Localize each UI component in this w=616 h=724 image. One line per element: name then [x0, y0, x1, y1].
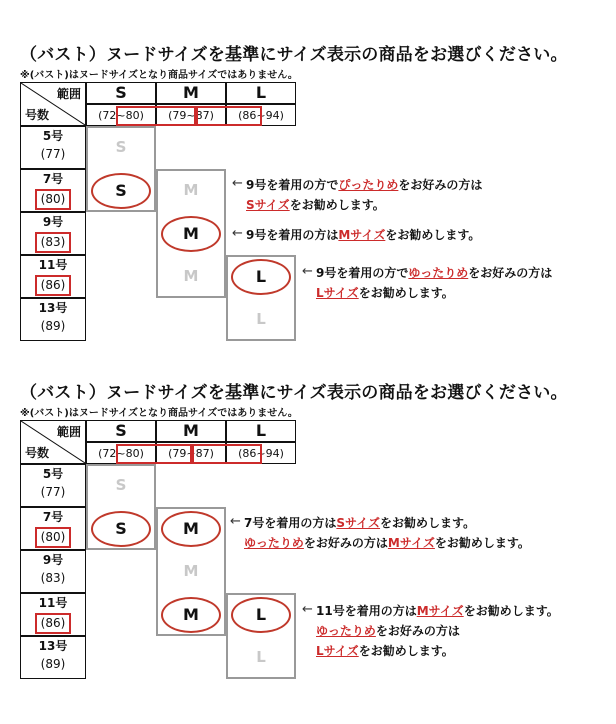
row-bust: (80)	[35, 189, 72, 210]
row-bust: (80)	[35, 527, 72, 548]
note-text: 9号を着用の方で	[246, 178, 339, 192]
arrow-icon: ←	[232, 226, 243, 241]
row-bust: (86)	[35, 275, 72, 296]
row-label-9	[20, 550, 86, 593]
size-number-label: 号数	[25, 108, 50, 122]
row-label-11	[20, 593, 86, 636]
note-text: 9号を着用の方は	[246, 228, 339, 242]
row-label-13	[20, 298, 86, 341]
row-label-9	[20, 212, 86, 255]
row-bust: (77)	[40, 485, 66, 499]
ghost-m: M	[183, 562, 199, 580]
row-number: 11号	[38, 596, 68, 610]
recommend-note-1	[244, 513, 530, 553]
recommend-circle-m: M	[161, 597, 221, 633]
row-number: 11号	[38, 258, 68, 272]
size-chart-panel-1	[0, 36, 616, 386]
note-highlight: Lサイズ	[316, 286, 359, 300]
arrow-icon: ←	[232, 176, 243, 191]
arrow-icon: ←	[302, 602, 313, 617]
note-highlight: ゆったりめ	[244, 536, 304, 550]
note-text: をお好みの方は	[468, 266, 553, 280]
recommend-note-2	[316, 601, 559, 661]
note-highlight: Sサイズ	[336, 516, 381, 530]
note-text: をお勧めします。	[385, 228, 481, 242]
row-label-13	[20, 636, 86, 679]
ghost-l: L	[256, 648, 266, 666]
note-text: をお好みの方は	[375, 624, 460, 638]
note-text: をお勧めします。	[358, 644, 454, 658]
row-label-11	[20, 255, 86, 298]
note-highlight: Mサイズ	[387, 536, 435, 550]
row-bust: (83)	[40, 571, 66, 585]
recommend-note-3	[316, 263, 552, 303]
recommend-circle-l: L	[231, 259, 291, 295]
row-label-5	[20, 126, 86, 169]
overlap-highlight-ml	[196, 106, 262, 126]
note-highlight: Lサイズ	[316, 644, 359, 658]
row-bust: (77)	[40, 147, 66, 161]
note-highlight: Mサイズ	[416, 604, 464, 618]
size-header-l: L	[226, 82, 296, 104]
row-number: 9号	[42, 553, 64, 567]
chart-title: （バスト）ヌードサイズを基準にサイズ表示の商品をお選びください。	[20, 45, 568, 65]
chart-title: （バスト）ヌードサイズを基準にサイズ表示の商品をお選びください。	[20, 383, 568, 403]
row-number: 13号	[38, 301, 68, 315]
size-header-l: L	[226, 420, 296, 442]
row-number: 9号	[42, 215, 64, 229]
note-highlight: ゆったりめ	[316, 624, 376, 638]
arrow-icon: ←	[230, 514, 241, 529]
note-highlight: Mサイズ	[338, 228, 386, 242]
overlap-highlight-sm	[116, 444, 192, 464]
note-highlight: ゆったりめ	[408, 266, 469, 280]
row-bust: (89)	[40, 319, 66, 333]
note-text: 7号を着用の方は	[244, 516, 337, 530]
note-text: 9号を着用の方で	[316, 266, 409, 280]
size-header-s: S	[86, 420, 156, 442]
row-bust: (89)	[40, 657, 66, 671]
size-range-m: (79~87)	[156, 104, 226, 126]
row-label-7	[20, 169, 86, 212]
row-number: 7号	[42, 510, 64, 524]
ghost-s: S	[115, 476, 127, 494]
range-label: 範囲	[56, 87, 81, 101]
chart-note: ※(バスト)はヌードサイズとなり商品サイズではありません。	[20, 408, 298, 419]
note-text: 11号を着用の方は	[316, 604, 417, 618]
recommend-circle-l: L	[231, 597, 291, 633]
recommend-circle-m: M	[161, 216, 221, 252]
chart-note: ※(バスト)はヌードサイズとなり商品サイズではありません。	[20, 70, 298, 81]
note-text: をお勧めします。	[289, 198, 385, 212]
row-number: 5号	[42, 467, 64, 481]
note-text: をお好みの方は	[398, 178, 483, 192]
recommend-circle-m: M	[161, 511, 221, 547]
ghost-m: M	[183, 181, 199, 199]
size-header-m: M	[156, 82, 226, 104]
note-highlight: Sサイズ	[246, 198, 290, 212]
note-text: をお好みの方は	[303, 536, 388, 550]
row-number: 13号	[38, 639, 68, 653]
note-text: をお勧めします。	[434, 536, 530, 550]
row-number: 7号	[42, 172, 64, 186]
overlap-highlight-sm	[116, 106, 196, 126]
note-text: をお勧めします。	[358, 286, 454, 300]
ghost-s: S	[115, 138, 127, 156]
row-bust: (83)	[35, 232, 72, 253]
size-range-l: (86~94)	[226, 104, 296, 126]
note-text: をお勧めします。	[463, 604, 559, 618]
row-number: 5号	[42, 129, 64, 143]
size-header-s: S	[86, 82, 156, 104]
recommend-note-2	[246, 225, 480, 245]
size-range-s: (72~80)	[86, 104, 156, 126]
row-bust: (86)	[35, 613, 72, 634]
header-corner-cell	[20, 420, 86, 464]
size-range-l: (86~94)	[226, 442, 296, 464]
row-label-5	[20, 464, 86, 507]
recommend-note-1	[246, 175, 482, 215]
overlap-highlight-ml	[192, 444, 262, 464]
recommend-circle-s: S	[91, 511, 151, 547]
range-label: 範囲	[56, 425, 81, 439]
recommend-circle-s: S	[91, 173, 151, 209]
header-corner-cell	[20, 82, 86, 126]
ghost-l: L	[256, 310, 266, 328]
size-chart-panel-2	[0, 374, 616, 724]
ghost-m: M	[183, 267, 199, 285]
note-text: をお勧めします。	[380, 516, 476, 530]
note-highlight: ぴったりめ	[338, 178, 399, 192]
size-range-s: (72~80)	[86, 442, 156, 464]
size-range-m: (79~87)	[156, 442, 226, 464]
arrow-icon: ←	[302, 264, 313, 279]
size-header-m: M	[156, 420, 226, 442]
size-number-label: 号数	[25, 446, 50, 460]
row-label-7	[20, 507, 86, 550]
